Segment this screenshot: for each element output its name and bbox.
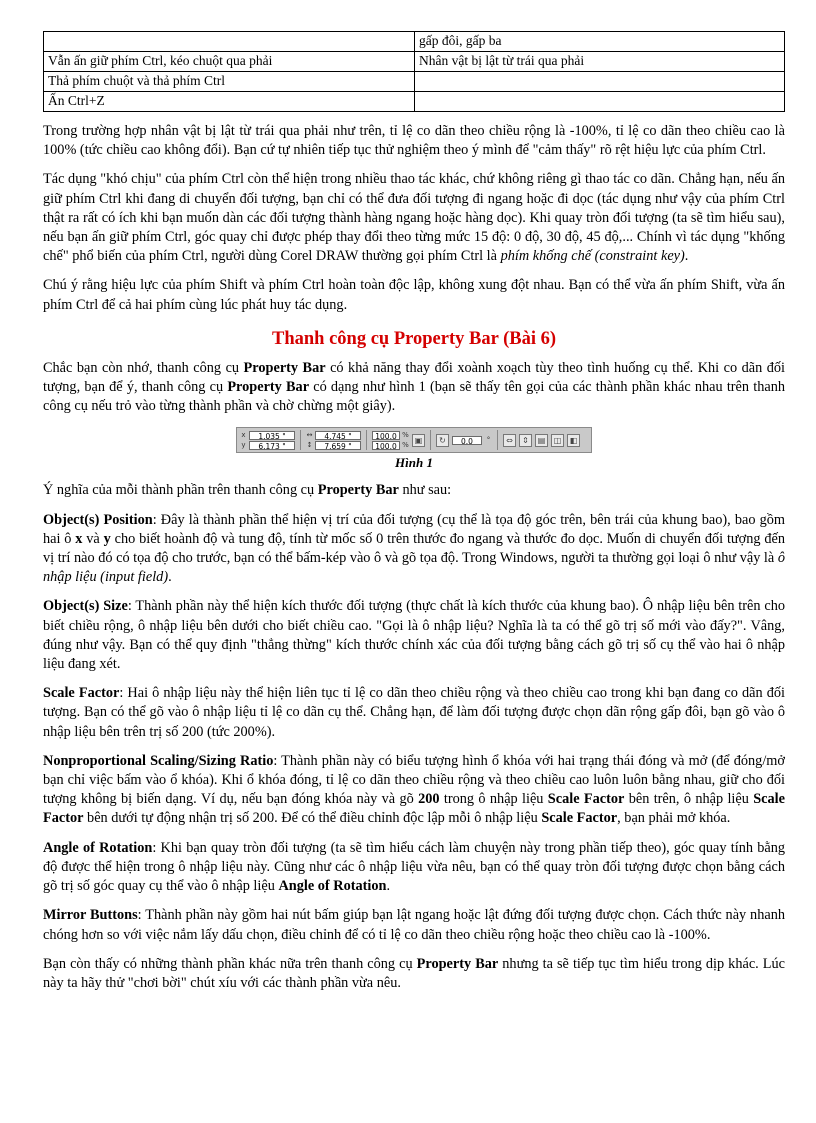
italic-term: ô nhập liệu (input field) — [43, 550, 785, 586]
scale-y-field — [372, 441, 409, 450]
text: : Thành phần này có biểu tượng hình ổ khóa với hai trạng thái đóng và mở (để đóng/mở bạn chỉ việc bấm vào ổ khóa). Khi ổ khóa đóng, tỉ lệ co dãn theo chiều rộng và theo chiều cao luôn luôn bằng nhau, giữ cho đối tượng không bị biến dạng. Ví dụ, nếu bạn đóng khóa này và gõ — [43, 752, 785, 808]
scale-factor-group — [372, 431, 409, 450]
table-cell — [415, 92, 785, 112]
paragraph-ctrl-effect — [43, 170, 785, 266]
percent-label: % — [402, 441, 409, 450]
paragraph-angle-of-rotation — [43, 839, 785, 897]
figure-caption: Hình 1 — [395, 455, 433, 471]
toolbar-separator — [366, 430, 367, 450]
bold-term: Scale Factor — [541, 810, 618, 827]
figure-1 — [43, 424, 785, 471]
text: có dạng như hình 1 (bạn sẽ thấy tên gọi của các thành phần khác nhau trên thanh công cụ nếu trỏ vào từng thành phần và chờ chừng một giây). — [43, 379, 785, 415]
text: bên dưới tự động nhận trị số 200. Để có thể điều chỉnh độc lập mỗi ô nhập liệu — [83, 810, 542, 827]
height-icon: ↕ — [306, 441, 313, 450]
height-input[interactable]: 7.659 " — [315, 441, 361, 450]
instruction-table — [43, 31, 785, 112]
bold-term: Property Bar — [227, 379, 310, 396]
text: . — [386, 878, 391, 895]
text: bên trên, ô nhập liệu — [624, 791, 754, 808]
text: . — [168, 569, 172, 586]
paragraph-flip-result: Trong trường hợp nhân vật bị lật từ trái qua phải như trên, tỉ lệ co dãn theo chiều rộng là -100%, tỉ lệ co dãn theo chiều cao là 100% (tức chiều cao không đổi). Bạn cứ tự nhiên tiếp tục thử nghiệm theo ý mình để "cảm thấy" rõ rệt hiệu lực của phím Ctrl. — [43, 123, 785, 159]
convert-icon[interactable]: ◫ — [551, 434, 564, 447]
toolbar-separator — [300, 430, 301, 450]
table-cell: Ấn Ctrl+Z — [44, 92, 415, 112]
width-icon: ↔ — [306, 431, 313, 440]
scale-x-input[interactable]: 100.0 — [372, 431, 400, 440]
table-cell: Vẫn ấn giữ phím Ctrl, kéo chuột qua phải — [44, 52, 415, 72]
table-cell: gấp đôi, gấp ba — [415, 32, 785, 52]
toolbar-separator — [430, 430, 431, 450]
mirror-horizontal-icon[interactable]: ⇔ — [503, 434, 516, 447]
mirror-vertical-icon[interactable]: ⇕ — [519, 434, 532, 447]
document-page — [43, 31, 785, 993]
text: : Hai ô nhập liệu này thể hiện liên tục tỉ lệ co dãn theo chiều rộng và theo chiều cao trong khi bạn đang co dãn đối tượng. Bạn có thể gõ vào ô nhập liệu tỉ lệ co dãn cụ thể. Chẳng hạn, để làm đối tượng được chọn dãn rộng gấp đôi, bạn gõ vào ô nhập liệu bên trên trị số 200 (tức 200%). — [43, 685, 785, 740]
section-heading: Thanh công cụ Property Bar (Bài 6) — [271, 328, 557, 349]
bold-term: Property Bar — [416, 955, 499, 972]
paragraph-property-bar-intro — [43, 359, 785, 417]
text: Ý nghĩa của mỗi thành phần trên thanh công cụ — [43, 482, 318, 499]
angle-of-rotation-input[interactable]: 0.0 — [452, 436, 482, 445]
x-field — [240, 431, 295, 440]
bold-term: Scale Factor — [547, 791, 625, 808]
table-cell — [44, 32, 415, 52]
term-title: Object(s) Size — [43, 598, 128, 615]
property-bar-toolbar — [236, 427, 592, 453]
paragraph-mirror-buttons — [43, 906, 785, 944]
text: Bạn còn thấy có những thành phần khác nữa trên thanh công cụ — [43, 955, 417, 972]
width-field — [306, 431, 361, 440]
bold-term: x — [75, 530, 83, 547]
term-title: Nonproportional Scaling/Sizing Ratio — [43, 752, 274, 769]
text: Chắc bạn còn nhớ, thanh công cụ — [43, 359, 244, 376]
bold-term: Scale Factor — [43, 791, 785, 827]
table-row — [44, 72, 785, 92]
y-field — [240, 441, 295, 450]
table-cell: Nhân vật bị lật từ trái qua phải — [415, 52, 785, 72]
wrap-icon[interactable]: ▤ — [535, 434, 548, 447]
bold-term: Property Bar — [243, 359, 326, 376]
table-cell: Thả phím chuột và thả phím Ctrl — [44, 72, 415, 92]
bold-term: 200 — [418, 791, 440, 808]
x-position-input[interactable]: 1.035 " — [249, 431, 295, 440]
y-label: y — [241, 441, 246, 450]
x-label: x — [241, 431, 246, 440]
term-title: Mirror Buttons — [43, 907, 138, 924]
paragraph-object-position — [43, 511, 785, 588]
text: có khả năng thay đổi xoành xoạch tùy theo tình huống cụ thể. Khi co dãn đối tượng, bạn để ý, thanh công cụ — [43, 359, 785, 396]
text: . — [684, 248, 689, 265]
paragraph-nonproportional — [43, 752, 785, 829]
text: : Khi bạn quay tròn đối tượng (ta sẽ tìm hiểu cách làm chuyện này trong phần tiếp theo), góc quay tính bằng độ được thể hiện trong ô nhập liệu này. Cũng như các ô nhập liệu vừa nêu, bạn có thể quay tròn đối tượng được chọn bằng cách gõ trị số góc quay cụ thể vào ô nhập liệu — [43, 839, 786, 895]
object-position-group — [240, 431, 295, 450]
table-row — [44, 52, 785, 72]
table-row — [44, 32, 785, 52]
bold-term: Angle of Rotation — [278, 878, 387, 895]
rotate-icon: ↻ — [436, 434, 449, 447]
text: trong ô nhập liệu — [439, 791, 548, 808]
paragraph-final — [43, 955, 785, 993]
paragraph-object-size — [43, 597, 785, 674]
italic-term: phím khống chế (constraint key) — [500, 248, 685, 265]
text: như sau: — [398, 482, 452, 499]
table-cell — [415, 72, 785, 92]
text: : Đây là thành phần thể hiện vị trí của đối tượng (cụ thể là tọa độ góc trên, bên trái của khung bao), bao gồm hai ô — [43, 511, 786, 547]
height-field — [306, 441, 361, 450]
bold-term: y — [103, 530, 111, 547]
paragraph-shift-ctrl: Chú ý rằng hiệu lực của phím Shift và phím Ctrl hoàn toàn độc lập, không xung đột nhau. Bạn có thể vừa ấn phím Shift, vừa ấn phím Ctrl để cả hai phím cùng lúc phát huy tác dụng. — [43, 277, 785, 313]
paragraph-meaning — [43, 481, 785, 500]
paragraph-scale-factor — [43, 684, 785, 742]
toolbar-separator — [497, 430, 498, 450]
percent-label: % — [402, 431, 409, 440]
y-position-input[interactable]: 6.173 " — [249, 441, 295, 450]
term-title: Scale Factor — [43, 685, 120, 702]
scale-y-input[interactable]: 100.0 — [372, 441, 400, 450]
lock-icon[interactable]: ▣ — [412, 434, 425, 447]
degree-label: ° — [486, 436, 491, 445]
text: : Thành phần này thể hiện kích thước đối tượng (thực chất là kích thước của khung bao). Ô nhập liệu bên trên cho biết chiều rộng, ô nhập liệu bên dưới cho biết chiều cao. "Gọi là ô nhập liệu? Nghĩa là ta có thể gõ trị số mới vào đấy?". Vâng, đúng như vậy. Bạn có thể quy định "thẳng thừng" kích thước chính xác của đối tượng bằng cách gõ trị số cụ thể vào hai ô nhập liệu đang xét. — [43, 598, 786, 673]
text: Tác dụng "khó chịu" của phím Ctrl còn thể hiện trong nhiều thao tác khác, chứ không riêng gì thao tác co dãn. Chẳng hạn, nếu ấn giữ phím Ctrl khi đang di chuyển đối tượng, bạn chỉ có thể đưa đối tượng đi ngang hoặc đi dọc (tác dụng như vậy của phím Ctrl thật ra rất có ích khi bạn muốn dàn các đối tượng thành hàng ngang hoặc hàng dọc). Khi quay tròn đối tượng (ta sẽ tìm hiểu sau), nếu bạn ấn giữ phím Ctrl, góc quay chỉ được phép thay đổi theo từng mức 15 độ: 0 độ, 30 độ, 45 độ,... Chính vì tác dụng "khống chế" phổ biến của phím Ctrl, người dùng Corel DRAW thường gọi phím Ctrl là — [43, 171, 785, 265]
term-title: Object(s) Position — [43, 511, 153, 528]
table-row — [44, 92, 785, 112]
text: , bạn phải mở khóa. — [617, 810, 731, 827]
term-title: Angle of Rotation — [43, 839, 153, 856]
width-input[interactable]: 4.745 " — [315, 431, 361, 440]
text: : Thành phần này gồm hai nút bấm giúp bạn lật ngang hoặc lật đứng đối tượng được chọn. Cách thức này nhanh chóng hơn so với việc nắm lấy dấu chọn, điều chỉnh để có tỉ lệ co dãn theo chiều rộng hoặc theo chiều cao là -100%. — [43, 907, 785, 943]
text: cho biết hoành độ và tung độ, tính từ mốc số 0 trên thước đo ngang và thước đo dọc. Muốn di chuyển đối tượng đến vị trí nào đó có tọa độ cho trước, bạn có thể bấm-kép vào ô và gõ tọa độ. Trong Windows, người ta thường gọi loại ô như vậy là — [43, 530, 785, 567]
scale-x-field — [372, 431, 409, 440]
text: và — [82, 530, 104, 547]
object-size-group — [306, 431, 361, 450]
outline-icon[interactable]: ◧ — [567, 434, 580, 447]
text: nhưng ta sẽ tiếp tục tìm hiểu trong dịp khác. Lúc này ta hãy thử "chơi bời" chút xíu với các thành phần vừa nêu. — [43, 955, 786, 991]
bold-term: Property Bar — [317, 482, 399, 499]
